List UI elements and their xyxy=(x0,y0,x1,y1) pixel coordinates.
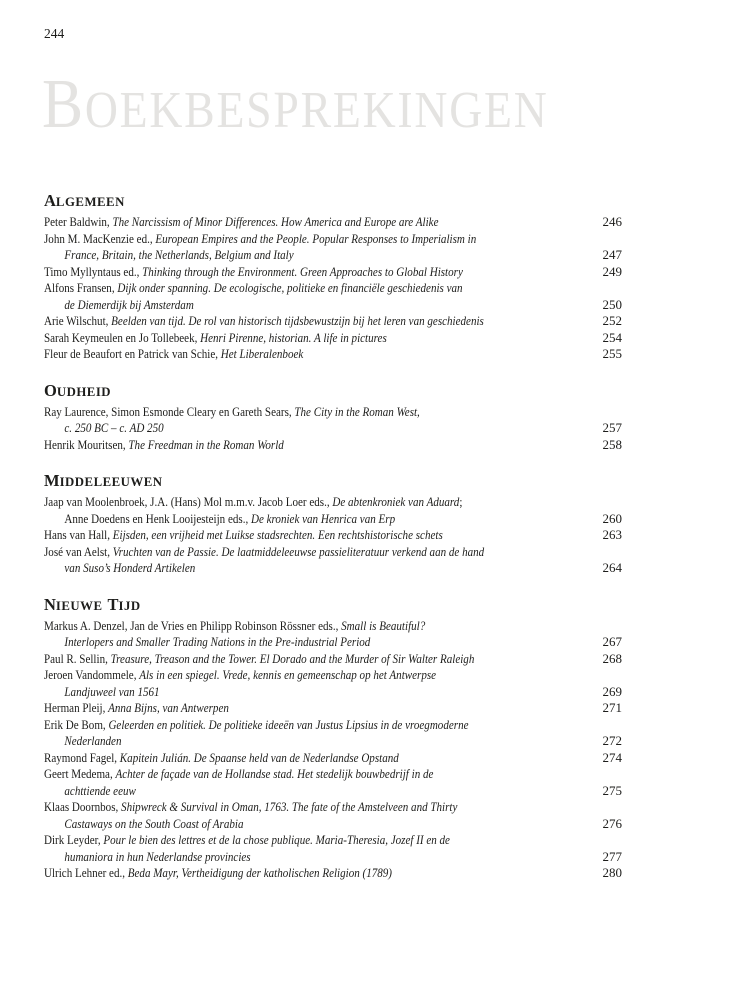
entry-text-segment: Dijk onder spanning. De ecologische, politieke en financiële geschiedenis van xyxy=(117,280,463,295)
entry-page-number: 274 xyxy=(602,749,622,765)
entry-page-number: 247 xyxy=(602,247,622,262)
entry-lines xyxy=(44,667,622,700)
toc-entry xyxy=(44,346,622,363)
entry-lines xyxy=(44,280,622,313)
entry-text-segment: Small is Beautiful? xyxy=(341,617,426,633)
entry-lines xyxy=(44,618,622,651)
entry-text-segment: Hans van Hall, xyxy=(44,527,113,542)
entry-page-number: 275 xyxy=(602,782,622,798)
section-heading-rest: LGEMEEN xyxy=(55,195,125,209)
entry-line xyxy=(44,832,535,849)
toc-entry xyxy=(44,766,622,799)
entry-text-segment: Beelden van tijd. De rol van historisch tijdsbewustzijn bij het leren van geschiedenis xyxy=(111,313,484,328)
entry-page-number: 277 xyxy=(602,848,622,864)
entry-line xyxy=(44,313,535,330)
section-heading-rest: IDDELEEUWEN xyxy=(59,475,163,489)
section-heading-word xyxy=(44,590,103,616)
entry-line xyxy=(44,214,535,231)
toc-entry xyxy=(44,618,622,651)
toc-sections xyxy=(44,189,622,882)
entry-text-segment: Henrik Mouritsen, xyxy=(44,436,129,452)
entry-line xyxy=(44,634,535,651)
page-title-rest: OEKBESPREKINGEN xyxy=(84,82,549,139)
entry-line xyxy=(44,799,535,816)
entry-line xyxy=(44,247,535,264)
entry-line xyxy=(44,297,535,314)
entry-text-segment: Sarah Keymeulen en Jo Tollebeek, xyxy=(44,329,201,345)
entry-text-segment: Peter Baldwin, xyxy=(44,214,113,229)
entry-line xyxy=(44,618,535,635)
entry-line xyxy=(44,783,535,800)
entry-text-segment: c. 250 BC – c. AD 250 xyxy=(64,420,164,435)
entry-line xyxy=(44,420,535,437)
entry-line xyxy=(44,651,535,668)
entry-text-segment: Achter de façade van de Hollandse stad. Het stedelijk bouwbedrijf in de xyxy=(115,766,434,781)
entry-lines xyxy=(44,717,622,750)
entry-text-segment: Interlopers and Smaller Trading Nations in the Pre-industrial Period xyxy=(64,634,371,649)
section-heading-rest: UDHEID xyxy=(56,384,112,399)
entry-line xyxy=(44,264,535,281)
entry-text-segment: Jaap van Moolenbroek, J.A. (Hans) Mol m.m.v. Jacob Loer eds., xyxy=(44,494,333,509)
section-heading-word xyxy=(44,186,125,212)
entry-line xyxy=(44,527,535,544)
toc-entry xyxy=(44,264,622,281)
entry-page-number: 252 xyxy=(602,313,622,328)
entry-page-number: 268 xyxy=(602,650,622,666)
entry-line xyxy=(44,816,535,833)
toc-entry xyxy=(44,651,622,668)
entry-lines xyxy=(44,264,622,281)
entry-line xyxy=(44,437,535,454)
entry-page-number: 260 xyxy=(602,510,622,526)
entry-text-segment: de Diemerdijk bij Amsterdam xyxy=(64,296,194,312)
entry-text-segment: José van Aelst, xyxy=(44,543,113,559)
entry-text-segment: Raymond Fagel, xyxy=(44,749,120,765)
entry-page-number: 250 xyxy=(602,296,622,312)
toc-section xyxy=(44,593,622,882)
entry-line xyxy=(44,717,535,734)
entry-text-segment: Jeroen Vandommele, xyxy=(44,667,140,682)
entry-line xyxy=(44,494,535,511)
section-heading-word xyxy=(108,590,141,616)
entry-line xyxy=(44,849,535,866)
entry-lines xyxy=(44,750,622,767)
entry-text-segment: Ulrich Lehner ed., xyxy=(44,865,128,880)
entry-page-number: 246 xyxy=(602,214,622,229)
section-heading xyxy=(44,593,622,616)
toc-entry xyxy=(44,750,622,767)
entry-text-segment: van Suso’s Honderd Artikelen xyxy=(64,560,196,575)
entry-text-segment: ; xyxy=(459,494,463,509)
entry-text-segment: John M. MacKenzie ed., xyxy=(44,230,156,246)
entry-line xyxy=(44,280,535,297)
entry-page-number: 280 xyxy=(602,865,622,880)
entry-text-segment: The Freedman in the Roman World xyxy=(128,436,284,452)
entry-page-number: 249 xyxy=(602,263,622,279)
entry-lines xyxy=(44,231,622,264)
section-heading-initial: O xyxy=(44,380,57,400)
entry-lines xyxy=(44,544,622,577)
section-heading-word xyxy=(44,376,111,402)
page-title xyxy=(42,66,549,151)
entry-line xyxy=(44,700,535,717)
entry-text-segment: Markus A. Denzel, Jan de Vries en Philipp Robinson Rössner eds., xyxy=(44,617,342,633)
toc-entry xyxy=(44,799,622,832)
entry-page-number: 267 xyxy=(602,634,622,649)
entry-lines xyxy=(44,651,622,668)
entry-lines xyxy=(44,437,622,454)
toc-section xyxy=(44,469,622,577)
entry-text-segment: Herman Pleij, xyxy=(44,700,109,715)
section-heading-initial: A xyxy=(44,191,56,210)
entry-page-number: 254 xyxy=(602,329,622,345)
toc-entry xyxy=(44,404,622,437)
entry-text-segment: Anne Doedens en Henk Looijesteijn eds., xyxy=(64,510,251,526)
entry-text-segment: The Narcissism of Minor Differences. How America and Europe are Alike xyxy=(112,214,439,229)
entry-text-segment: Het Liberalenboek xyxy=(220,346,304,361)
entry-text-segment: Thinking through the Environment. Green Approaches to Global History xyxy=(142,263,463,279)
entry-text-segment: Fleur de Beaufort en Patrick van Schie, xyxy=(44,346,221,361)
entry-lines xyxy=(44,527,622,544)
section-heading xyxy=(44,379,622,402)
toc-entry xyxy=(44,280,622,313)
toc-entry xyxy=(44,437,622,454)
entry-text-segment: Arie Wilschut, xyxy=(44,313,112,328)
entry-page-number: 276 xyxy=(602,815,622,831)
entry-line xyxy=(44,766,535,783)
entry-page-number: 263 xyxy=(602,527,622,542)
section-heading xyxy=(44,189,622,212)
entry-page-number: 264 xyxy=(602,560,622,575)
entry-text-segment: Geert Medema, xyxy=(44,766,116,781)
entry-text-segment: Paul R. Sellin, xyxy=(44,650,111,666)
entry-lines xyxy=(44,346,622,363)
entry-lines xyxy=(44,313,622,330)
entry-text-segment: Erik De Bom, xyxy=(44,716,109,732)
section-heading-initial: M xyxy=(44,471,60,490)
toc-entry xyxy=(44,717,622,750)
entry-lines xyxy=(44,494,622,527)
entry-text-segment: Nederlanden xyxy=(64,733,122,748)
section-heading-initial: T xyxy=(107,594,119,614)
toc-entry xyxy=(44,667,622,700)
toc-entry xyxy=(44,313,622,330)
entry-page-number: 255 xyxy=(602,346,622,361)
entry-text-segment: European Empires and the People. Popular Responses to Imperialism in xyxy=(155,230,477,246)
entry-text-segment: Castaways on the South Coast of Arabia xyxy=(64,815,244,831)
section-heading-rest: IEUWE xyxy=(55,598,103,613)
toc-entry xyxy=(44,865,622,882)
entry-line xyxy=(44,733,535,750)
entry-line xyxy=(44,667,535,684)
toc-entry xyxy=(44,330,622,347)
entry-text-segment: Klaas Doornbos, xyxy=(44,799,122,814)
section-heading xyxy=(44,469,622,492)
entry-line xyxy=(44,346,535,363)
entry-text-segment: France, Britain, the Netherlands, Belgium and Italy xyxy=(64,247,294,262)
entry-page-number: 257 xyxy=(602,420,622,435)
toc-entry xyxy=(44,832,622,865)
toc-section xyxy=(44,189,622,363)
toc-entry xyxy=(44,700,622,717)
entry-line xyxy=(44,684,535,701)
entry-lines xyxy=(44,214,622,231)
entry-text-segment: humaniora in hun Nederlandse provincies xyxy=(64,848,251,864)
entry-page-number: 272 xyxy=(602,733,622,748)
entry-text-segment: Kapitein Julián. De Spaanse held van de Nederlandse Opstand xyxy=(119,749,399,765)
entry-text-segment: Shipwreck & Survival in Oman, 1763. The fate of the Amstelveen and Thirty xyxy=(121,799,458,814)
entry-text-segment: Dirk Leyder, xyxy=(44,832,104,847)
entry-lines xyxy=(44,700,622,717)
entry-text-segment: Vruchten van de Passie. De laatmiddeleeuwse passieliteratuur verkend aan de hand xyxy=(112,543,485,559)
entry-text-segment: Timo Myllyntaus ed., xyxy=(44,263,143,279)
entry-line xyxy=(44,404,535,421)
entry-text-segment: achttiende eeuw xyxy=(64,782,136,798)
entry-text-segment: Pour le bien des lettres et de la chose publique. Maria-Theresia, Jozef II en de xyxy=(103,832,450,847)
entry-text-segment: The City in the Roman West, xyxy=(294,403,420,419)
entry-page-number: 258 xyxy=(602,436,622,452)
entry-text-segment: Geleerden en politiek. De politieke ideeën van Justus Lipsius in de vroegmoderne xyxy=(108,716,469,732)
toc-entry xyxy=(44,544,622,577)
toc-entry xyxy=(44,231,622,264)
entry-lines xyxy=(44,799,622,832)
entry-page-number: 271 xyxy=(602,700,622,715)
entry-text-segment: Eijsden, een vrijheid met Luikse stadsrechten. Een rechtshistorische schets xyxy=(112,527,443,542)
section-heading-initial: N xyxy=(44,594,56,614)
entry-line xyxy=(44,231,535,248)
entry-line xyxy=(44,865,535,882)
entry-line xyxy=(44,544,535,561)
entry-text-segment: Beda Mayr, Vertheidigung der katholischen Religion (1789) xyxy=(127,865,392,880)
entry-line xyxy=(44,750,535,767)
entry-line xyxy=(44,560,535,577)
entry-text-segment: De abtenkroniek van Aduard xyxy=(332,494,460,509)
toc-section xyxy=(44,379,622,454)
entry-text-segment: Henri Pirenne, historian. A life in pictures xyxy=(200,329,387,345)
entry-text-segment: Anna Bijns, van Antwerpen xyxy=(108,700,229,715)
folio-page-number: 244 xyxy=(44,26,65,41)
entry-lines xyxy=(44,404,622,437)
toc-entry xyxy=(44,527,622,544)
entry-text-segment: De kroniek van Henrica van Erp xyxy=(250,510,396,526)
section-heading-word xyxy=(44,466,163,492)
section-heading-rest: IJD xyxy=(118,598,141,613)
entry-line xyxy=(44,330,535,347)
entry-text-segment: Als in een spiegel. Vrede, kennis en gemeenschap op het Antwerpse xyxy=(139,667,437,682)
entry-lines xyxy=(44,330,622,347)
toc-entry xyxy=(44,214,622,231)
page-title-initial: B xyxy=(42,66,85,143)
entry-text-segment: Landjuweel van 1561 xyxy=(64,683,160,699)
entry-lines xyxy=(44,766,622,799)
entry-lines xyxy=(44,832,622,865)
toc-entry xyxy=(44,494,622,527)
entry-text-segment: Ray Laurence, Simon Esmonde Cleary en Gareth Sears, xyxy=(44,403,295,419)
entry-page-number: 269 xyxy=(602,683,622,699)
entry-text-segment: Treasure, Treason and the Tower. El Dorado and the Murder of Sir Walter Raleigh xyxy=(110,650,475,666)
entry-line xyxy=(44,511,535,528)
entry-lines xyxy=(44,865,622,882)
entry-text-segment: Alfons Fransen, xyxy=(44,280,118,295)
